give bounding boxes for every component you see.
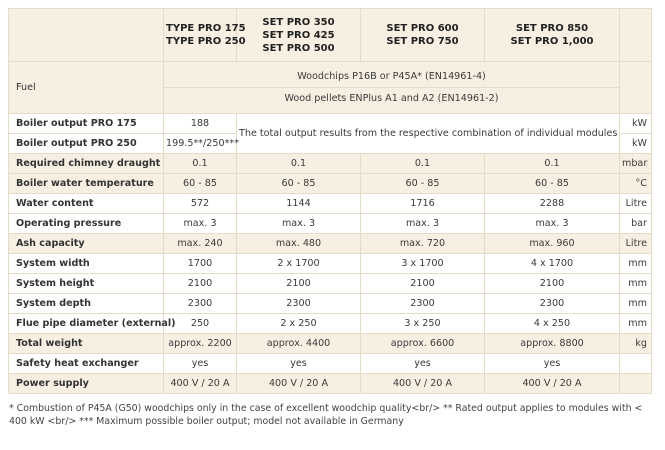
output-175-label: Boiler output PRO 175: [9, 114, 164, 134]
spec-value: 0.1: [237, 154, 361, 174]
spec-label: Total weight: [9, 334, 164, 354]
output-combined-note: The total output results from the respective combination of individual modules: [237, 114, 620, 154]
spec-unit: mbar: [620, 154, 652, 174]
output-250-label: Boiler output PRO 250: [9, 134, 164, 154]
spec-value: max. 480: [237, 234, 361, 254]
header-set-pro-850: SET PRO 850 SET PRO 1,000: [485, 9, 620, 62]
spec-value: 2100: [237, 274, 361, 294]
spec-value: 2100: [485, 274, 620, 294]
header-blank: [9, 9, 164, 62]
spec-value: max. 720: [361, 234, 485, 254]
spec-label: Safety heat exchanger: [9, 354, 164, 374]
spec-value: approx. 8800: [485, 334, 620, 354]
spec-label: Boiler water temperature: [9, 174, 164, 194]
spec-row: [9, 294, 652, 314]
spec-value: 60 - 85: [164, 174, 237, 194]
spec-value: max. 3: [361, 214, 485, 234]
spec-label: Required chimney draught: [9, 154, 164, 174]
spec-unit: bar: [620, 214, 652, 234]
spec-row: [9, 254, 652, 274]
spec-value: 4 x 1700: [485, 254, 620, 274]
fuel-label: Fuel: [9, 62, 164, 114]
spec-unit: mm: [620, 314, 652, 334]
fuel-pellets: Wood pellets ENPlus A1 and A2 (EN14961-2): [164, 88, 620, 114]
spec-row: [9, 314, 652, 334]
spec-value: approx. 2200: [164, 334, 237, 354]
spec-value: max. 240: [164, 234, 237, 254]
spec-value: 2 x 250: [237, 314, 361, 334]
output-175-row: [9, 114, 652, 134]
spec-row: [9, 354, 652, 374]
spec-value: approx. 4400: [237, 334, 361, 354]
header-set-pro-600: SET PRO 600 SET PRO 750: [361, 9, 485, 62]
spec-row: [9, 194, 652, 214]
spec-row: [9, 234, 652, 254]
spec-value: yes: [361, 354, 485, 374]
spec-value: yes: [164, 354, 237, 374]
spec-value: yes: [237, 354, 361, 374]
header-type-pro: TYPE PRO 175 TYPE PRO 250: [164, 9, 237, 62]
spec-label: Power supply: [9, 374, 164, 394]
spec-value: 1700: [164, 254, 237, 274]
spec-value: 2288: [485, 194, 620, 214]
spec-label: System width: [9, 254, 164, 274]
spec-table-container: [8, 8, 651, 394]
spec-value: 2300: [164, 294, 237, 314]
spec-value: 60 - 85: [361, 174, 485, 194]
spec-unit: mm: [620, 254, 652, 274]
spec-value: 572: [164, 194, 237, 214]
spec-label: Ash capacity: [9, 234, 164, 254]
spec-row: [9, 274, 652, 294]
spec-value: approx. 6600: [361, 334, 485, 354]
spec-value: 250: [164, 314, 237, 334]
spec-label: Flue pipe diameter (external): [9, 314, 164, 334]
header-set-pro-350: SET PRO 350 SET PRO 425 SET PRO 500: [237, 9, 361, 62]
footnote: * Combustion of P45A (G50) woodchips only in the case of excellent woodchip quality<br/> ** Rated output applies to modules with < 400 kW <br/> *** Maximum possible boiler output; model not available in Germany: [9, 403, 643, 427]
spec-unit: [620, 374, 652, 394]
spec-unit: mm: [620, 294, 652, 314]
spec-table: [8, 8, 652, 394]
output-175-unit: kW: [620, 114, 652, 134]
spec-value: 3 x 1700: [361, 254, 485, 274]
spec-value: 2 x 1700: [237, 254, 361, 274]
spec-row: [9, 374, 652, 394]
spec-row: [9, 334, 652, 354]
spec-unit: Litre: [620, 234, 652, 254]
header-unit-blank: [620, 9, 652, 62]
spec-value: max. 960: [485, 234, 620, 254]
spec-value: 400 V / 20 A: [361, 374, 485, 394]
header-row: [9, 9, 652, 62]
spec-unit: mm: [620, 274, 652, 294]
spec-unit: Litre: [620, 194, 652, 214]
spec-label: Operating pressure: [9, 214, 164, 234]
spec-value: 1144: [237, 194, 361, 214]
spec-value: yes: [485, 354, 620, 374]
output-175-value: 188: [164, 114, 237, 134]
spec-label: Water content: [9, 194, 164, 214]
spec-value: max. 3: [485, 214, 620, 234]
spec-value: 1716: [361, 194, 485, 214]
spec-label: System height: [9, 274, 164, 294]
spec-value: max. 3: [237, 214, 361, 234]
spec-value: 2300: [237, 294, 361, 314]
spec-unit: °C: [620, 174, 652, 194]
spec-value: 400 V / 20 A: [164, 374, 237, 394]
spec-value: max. 3: [164, 214, 237, 234]
spec-value: 400 V / 20 A: [237, 374, 361, 394]
spec-value: 2300: [361, 294, 485, 314]
fuel-row: [9, 62, 652, 88]
spec-value: 3 x 250: [361, 314, 485, 334]
spec-value: 2100: [361, 274, 485, 294]
output-250-value: 199.5**/250***: [164, 134, 237, 154]
spec-unit: [620, 354, 652, 374]
spec-row: [9, 174, 652, 194]
spec-value: 0.1: [485, 154, 620, 174]
spec-row: [9, 154, 652, 174]
fuel-unit-blank: [620, 62, 652, 114]
spec-row: [9, 214, 652, 234]
spec-value: 60 - 85: [485, 174, 620, 194]
spec-value: 0.1: [164, 154, 237, 174]
spec-value: 2300: [485, 294, 620, 314]
spec-value: 0.1: [361, 154, 485, 174]
spec-value: 2100: [164, 274, 237, 294]
spec-label: System depth: [9, 294, 164, 314]
spec-unit: kg: [620, 334, 652, 354]
spec-value: 400 V / 20 A: [485, 374, 620, 394]
spec-value: 60 - 85: [237, 174, 361, 194]
fuel-woodchips: Woodchips P16B or P45A* (EN14961-4): [164, 62, 620, 88]
spec-value: 4 x 250: [485, 314, 620, 334]
output-250-unit: kW: [620, 134, 652, 154]
